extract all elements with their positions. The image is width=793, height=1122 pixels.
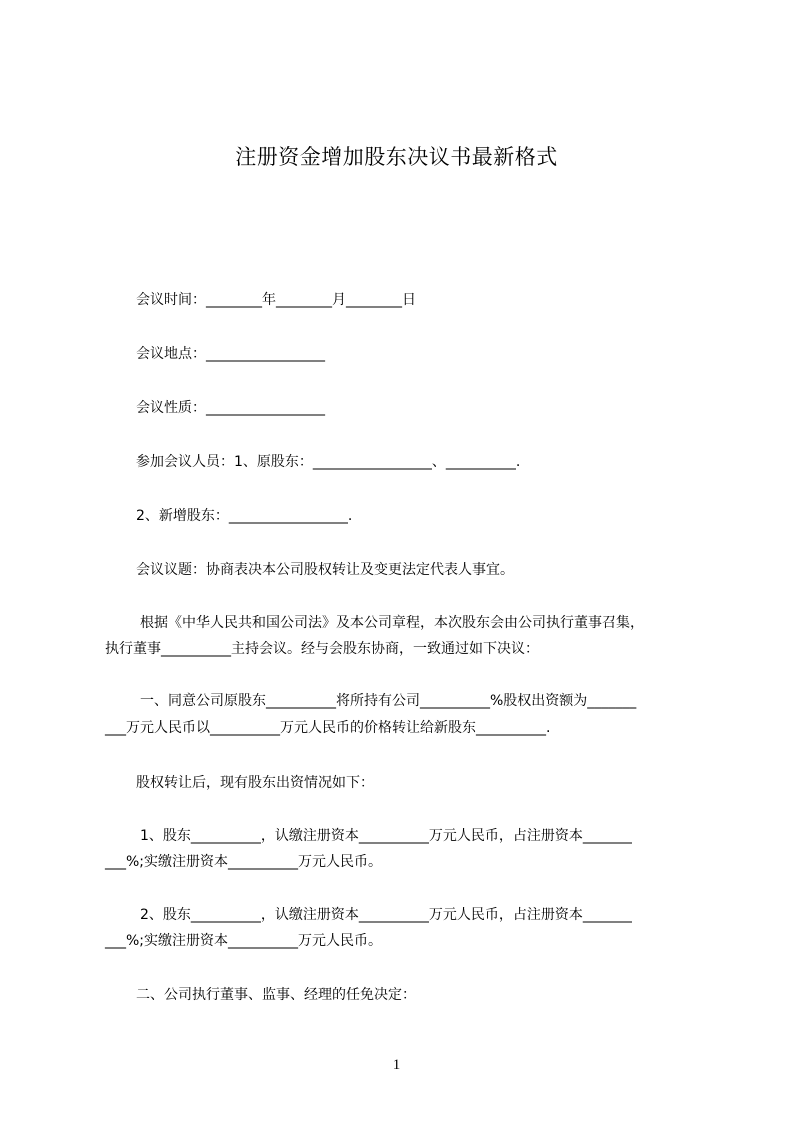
shareholder-one-line: 1、股东__________，认缴注册资本__________万元人民币，占注册资本_______: [140, 828, 632, 844]
shareholder-one-line-2: ___%;实缴注册资本__________万元人民币。: [105, 854, 383, 870]
post-transfer-line: 股权转让后，现有股东出资情况如下：: [136, 775, 374, 791]
meeting-place-line: 会议地点：_________________: [136, 346, 325, 362]
meeting-time-line: 会议时间：________年________月________日: [136, 292, 416, 308]
resolution-intro-line: 根据《中华人民共和国公司法》及本公司章程，本次股东会由公司执行董事召集，: [140, 615, 644, 631]
resolution-one-line: 一、同意公司原股东__________将所持有公司__________%股权出资额为_______: [140, 693, 637, 709]
resolution-two-line: 二、公司执行董事、监事、经理的任免决定：: [136, 987, 416, 1003]
new-shareholder-line: 2、新增股东：_________________.: [136, 508, 353, 524]
meeting-topic-line: 会议议题：协商表决本公司股权转让及变更法定代表人事宜。: [136, 562, 514, 578]
meeting-nature-line: 会议性质：_________________: [136, 400, 325, 416]
document-title: 注册资金增加股东决议书最新格式: [235, 145, 558, 169]
attendees-line: 参加会议人员：1、原股东：_________________、__________.: [136, 454, 521, 470]
resolution-one-line-2: ___万元人民币以__________万元人民币的价格转让给新股东__________.: [105, 720, 551, 736]
shareholder-two-line: 2、股东__________，认缴注册资本__________万元人民币，占注册资本_______: [140, 907, 632, 923]
page-number: 1: [392, 1057, 401, 1073]
resolution-intro-line-2: 执行董事__________主持会议。经与会股东协商，一致通过如下决议：: [105, 641, 539, 657]
shareholder-two-line-2: ___%;实缴注册资本__________万元人民币。: [105, 933, 383, 949]
